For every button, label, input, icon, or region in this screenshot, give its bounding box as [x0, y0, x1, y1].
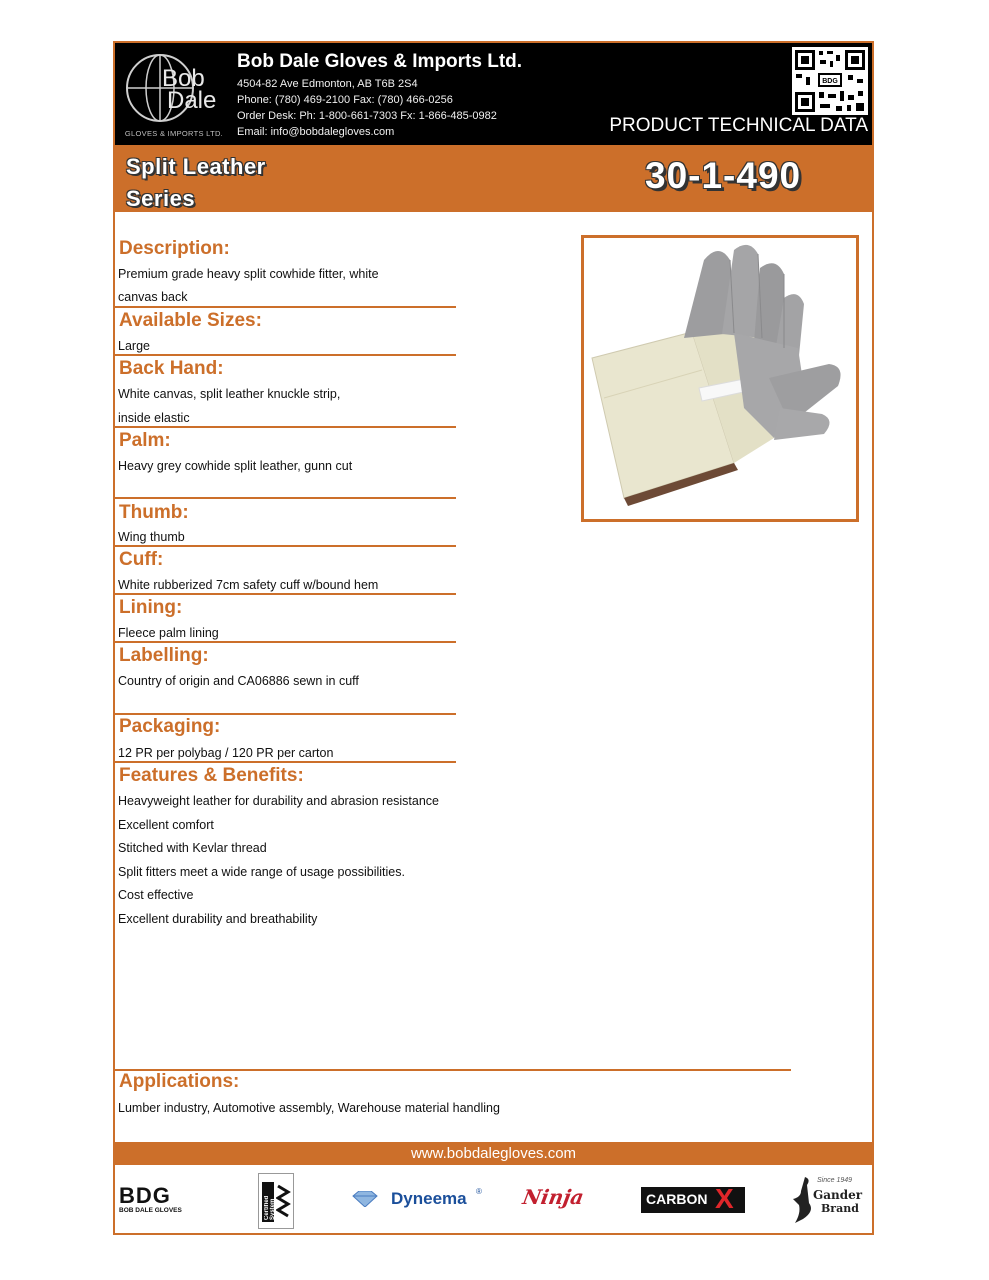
section-heading: Features & Benefits:	[119, 765, 304, 786]
section-line: Heavy grey cowhide split leather, gunn cut	[118, 459, 353, 473]
company-address: 4504-82 Ave Edmonton, AB T6B 2S4	[237, 78, 418, 90]
dyneema-logo-text: Dyneema	[391, 1189, 467, 1208]
section-heading: Description:	[119, 238, 230, 259]
ninja-logo-text: Ninja	[520, 1185, 586, 1209]
logo-subtitle: GLOVES & IMPORTS LTD.	[124, 129, 224, 138]
carbon-x-logo	[641, 1183, 745, 1214]
section-features	[115, 763, 615, 933]
section-heading: Lining:	[119, 597, 183, 618]
section-line: 12 PR per polybag / 120 PR per carton	[118, 746, 334, 760]
ninja-logo	[520, 1185, 593, 1215]
section-line: inside elastic	[118, 411, 190, 425]
header	[115, 43, 872, 145]
carbon-x-mark: X	[715, 1183, 734, 1214]
company-email[interactable]: Email: info@bobdalegloves.com	[237, 126, 395, 138]
gander-name-text: Gander	[813, 1188, 863, 1202]
section-line: Fleece palm lining	[118, 626, 219, 640]
gander-brand-text: Brand	[821, 1202, 859, 1215]
brand-logos-row	[115, 1167, 872, 1233]
qr-code[interactable]	[792, 47, 868, 115]
document-type-label: PRODUCT TECHNICAL DATA	[609, 115, 868, 136]
feature-item: Stitched with Kevlar thread	[118, 841, 267, 855]
section-packaging	[115, 715, 456, 763]
section-lining	[115, 595, 456, 643]
title-bar	[115, 145, 872, 212]
section-heading: Labelling:	[119, 645, 209, 666]
feature-item: Excellent durability and breathability	[118, 912, 318, 926]
section-cuff	[115, 547, 456, 595]
section-heading: Available Sizes:	[119, 310, 262, 331]
section-sizes	[115, 308, 456, 356]
bob-dale-logo	[122, 48, 226, 140]
section-heading: Palm:	[119, 430, 171, 451]
feature-item: Cost effective	[118, 888, 194, 902]
website-link[interactable]: www.bobdalegloves.com	[115, 1142, 872, 1165]
section-labelling	[115, 643, 456, 715]
bdg-logo-text: BDG	[119, 1183, 171, 1208]
feature-item: Heavyweight leather for durability and abrasion resistance	[118, 794, 440, 808]
gander-since-text: Since 1949	[817, 1177, 853, 1184]
section-line: Lumber industry, Automotive assembly, Warehouse material handling	[118, 1101, 500, 1115]
gander-brand-logo	[791, 1175, 863, 1229]
product-image	[581, 235, 859, 522]
series-title-line2: Series	[126, 186, 196, 211]
section-line: Large	[118, 339, 150, 353]
diamond-icon	[351, 1191, 379, 1207]
section-back-hand	[115, 356, 456, 428]
section-line: Premium grade heavy split cowhide fitter, white	[118, 267, 379, 281]
qr-label: BDG	[822, 78, 838, 85]
section-heading: Cuff:	[119, 549, 164, 570]
certified-system-badge	[258, 1173, 294, 1229]
company-phone: Phone: (780) 469-2100 Fax: (780) 466-0256	[237, 94, 453, 106]
section-heading: Back Hand:	[119, 358, 224, 379]
section-description	[115, 233, 456, 308]
order-desk: Order Desk: Ph: 1-800-661-7303 Fx: 1-866-485-0982	[237, 110, 497, 122]
feature-item: Excellent comfort	[118, 818, 214, 832]
carbon-logo-text: CARBON	[646, 1191, 708, 1207]
section-line: White canvas, split leather knuckle strip,	[118, 387, 341, 401]
section-heading: Packaging:	[119, 716, 221, 737]
section-line: White rubberized 7cm safety cuff w/bound hem	[118, 578, 379, 592]
svg-text:Bob: Bob	[162, 65, 205, 92]
feature-item: Split fitters meet a wide range of usage possibilities.	[118, 865, 405, 879]
dyneema-logo: Dyneema ®	[351, 1189, 491, 1211]
section-heading: Applications:	[119, 1071, 240, 1092]
glove-illustration	[584, 238, 856, 519]
section-line: Wing thumb	[118, 530, 185, 544]
section-applications	[115, 1071, 715, 1131]
bdg-logo-subtext: BOB DALE GLOVES	[119, 1207, 182, 1214]
section-thumb	[115, 499, 456, 547]
svg-text:Dale: Dale	[167, 87, 217, 114]
series-title	[126, 151, 266, 215]
series-title-line1: Split Leather	[126, 154, 266, 179]
company-name: Bob Dale Gloves & Imports Ltd.	[237, 51, 523, 72]
section-heading: Thumb:	[119, 502, 189, 523]
certified-system-text: Certified System	[264, 1195, 276, 1220]
section-palm	[115, 428, 456, 499]
part-number: 30-1-490	[645, 155, 802, 196]
bdg-logo	[119, 1185, 199, 1215]
section-line: Country of origin and CA06886 sewn in cuff	[118, 674, 359, 688]
technical-data-sheet	[113, 41, 874, 1235]
section-line: canvas back	[118, 290, 188, 304]
